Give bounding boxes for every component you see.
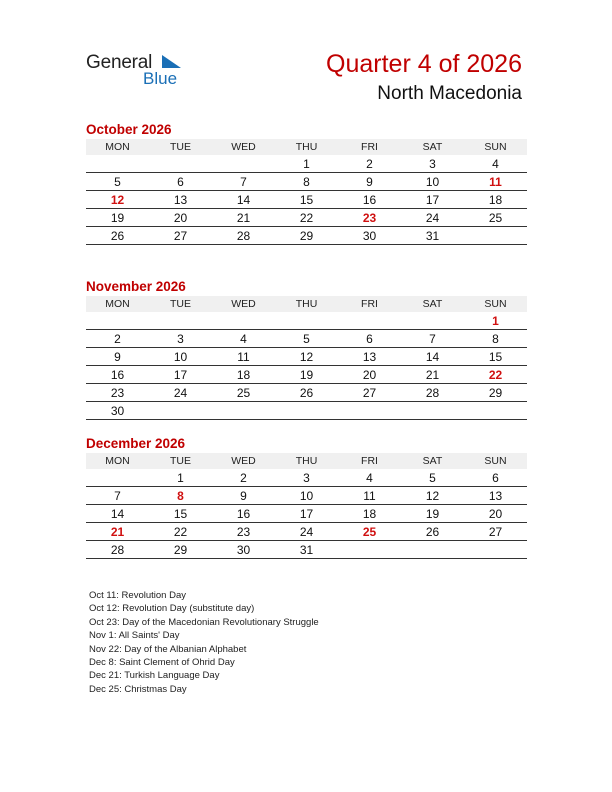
- date-cell: 2: [338, 155, 401, 173]
- weekday-header-row: [86, 296, 527, 312]
- holiday-list-item: Nov 22: Day of the Albanian Alphabet: [89, 643, 247, 655]
- date-cell: 1: [275, 155, 338, 173]
- week-row: [86, 469, 527, 487]
- date-cell: 3: [275, 469, 338, 487]
- date-cell: 8: [275, 173, 338, 191]
- holiday-list-item: Dec 21: Turkish Language Day: [89, 670, 220, 682]
- week-row: [86, 348, 527, 366]
- holiday-list-item: Dec 25: Christmas Day: [89, 683, 187, 695]
- weekday-header: SUN: [464, 139, 527, 155]
- date-cell: 28: [86, 541, 149, 559]
- date-cell: 9: [86, 348, 149, 366]
- holiday-list-item: Dec 8: Saint Clement of Ohrid Day: [89, 657, 235, 669]
- month-title: December 2026: [86, 436, 186, 451]
- date-cell: [149, 155, 212, 173]
- date-cell: 7: [401, 330, 464, 348]
- date-cell: [464, 227, 527, 245]
- weekday-header: MON: [86, 453, 149, 469]
- date-cell: 10: [149, 348, 212, 366]
- date-cell: 21: [212, 209, 275, 227]
- week-row: [86, 191, 527, 209]
- week-row: [86, 330, 527, 348]
- holiday-list-item: Nov 1: All Saints' Day: [89, 630, 180, 642]
- date-cell: 9: [338, 173, 401, 191]
- date-cell: 29: [275, 227, 338, 245]
- date-cell: 23: [86, 384, 149, 402]
- date-cell: 25: [212, 384, 275, 402]
- date-cell: 24: [275, 523, 338, 541]
- calendar-grid: [86, 139, 527, 245]
- weekday-header: FRI: [338, 139, 401, 155]
- page-title: Quarter 4 of 2026: [326, 50, 522, 78]
- date-cell: [338, 312, 401, 330]
- holiday-date-cell: 21: [86, 523, 149, 541]
- date-cell: 30: [86, 402, 149, 420]
- date-cell: 20: [149, 209, 212, 227]
- weekday-header: TUE: [149, 453, 212, 469]
- date-cell: 15: [464, 348, 527, 366]
- date-cell: 5: [86, 173, 149, 191]
- date-cell: [401, 402, 464, 420]
- date-cell: 12: [401, 487, 464, 505]
- weekday-header: THU: [275, 453, 338, 469]
- holiday-date-cell: 23: [338, 209, 401, 227]
- date-cell: 2: [212, 469, 275, 487]
- date-cell: 30: [338, 227, 401, 245]
- date-cell: [86, 469, 149, 487]
- month-december: [86, 435, 527, 559]
- date-cell: 28: [212, 227, 275, 245]
- weekday-header: SAT: [401, 139, 464, 155]
- date-cell: 26: [86, 227, 149, 245]
- date-cell: 12: [275, 348, 338, 366]
- week-row: [86, 402, 527, 420]
- date-cell: [401, 312, 464, 330]
- date-cell: 11: [338, 487, 401, 505]
- date-cell: 10: [401, 173, 464, 191]
- date-cell: 13: [338, 348, 401, 366]
- date-cell: 27: [338, 384, 401, 402]
- date-cell: 24: [149, 384, 212, 402]
- date-cell: 14: [86, 505, 149, 523]
- date-cell: 16: [212, 505, 275, 523]
- date-cell: 22: [149, 523, 212, 541]
- date-cell: [149, 312, 212, 330]
- date-cell: 29: [149, 541, 212, 559]
- weekday-header: THU: [275, 296, 338, 312]
- date-cell: 3: [149, 330, 212, 348]
- week-row: [86, 209, 527, 227]
- holiday-date-cell: 8: [149, 487, 212, 505]
- date-cell: 4: [212, 330, 275, 348]
- weekday-header-row: [86, 453, 527, 469]
- date-cell: 13: [464, 487, 527, 505]
- date-cell: 14: [212, 191, 275, 209]
- country-name: North Macedonia: [377, 83, 522, 104]
- date-cell: [212, 155, 275, 173]
- month-title: October 2026: [86, 122, 172, 137]
- date-cell: 30: [212, 541, 275, 559]
- weekday-header: WED: [212, 453, 275, 469]
- holiday-date-cell: 25: [338, 523, 401, 541]
- date-cell: 4: [464, 155, 527, 173]
- date-cell: 19: [275, 366, 338, 384]
- date-cell: [86, 312, 149, 330]
- logo-flag-icon: [162, 55, 182, 69]
- date-cell: 6: [149, 173, 212, 191]
- date-cell: [212, 402, 275, 420]
- week-row: [86, 384, 527, 402]
- date-cell: 13: [149, 191, 212, 209]
- date-cell: 20: [338, 366, 401, 384]
- date-cell: 10: [275, 487, 338, 505]
- date-cell: [464, 402, 527, 420]
- calendar-grid: [86, 296, 527, 420]
- date-cell: 15: [149, 505, 212, 523]
- date-cell: 6: [338, 330, 401, 348]
- date-cell: [338, 541, 401, 559]
- date-cell: 26: [401, 523, 464, 541]
- date-cell: 8: [464, 330, 527, 348]
- date-cell: 29: [464, 384, 527, 402]
- month-title: November 2026: [86, 279, 186, 294]
- weekday-header: WED: [212, 296, 275, 312]
- weekday-header: TUE: [149, 139, 212, 155]
- date-cell: 26: [275, 384, 338, 402]
- date-cell: [338, 402, 401, 420]
- date-cell: [275, 312, 338, 330]
- month-november: [86, 278, 527, 420]
- date-cell: 7: [212, 173, 275, 191]
- date-cell: 31: [275, 541, 338, 559]
- calendar-grid: [86, 453, 527, 559]
- date-cell: 27: [464, 523, 527, 541]
- date-cell: 18: [338, 505, 401, 523]
- date-cell: 17: [275, 505, 338, 523]
- holiday-list: [89, 589, 319, 696]
- date-cell: 16: [86, 366, 149, 384]
- week-row: [86, 541, 527, 559]
- date-cell: 19: [86, 209, 149, 227]
- date-cell: [401, 541, 464, 559]
- week-row: [86, 312, 527, 330]
- date-cell: 21: [401, 366, 464, 384]
- date-cell: 25: [464, 209, 527, 227]
- date-cell: [275, 402, 338, 420]
- weekday-header: WED: [212, 139, 275, 155]
- logo-word-blue: Blue: [143, 69, 178, 88]
- week-row: [86, 366, 527, 384]
- week-row: [86, 523, 527, 541]
- logo-word-general: General: [86, 52, 153, 73]
- date-cell: 7: [86, 487, 149, 505]
- date-cell: 23: [212, 523, 275, 541]
- date-cell: [149, 402, 212, 420]
- holiday-date-cell: 22: [464, 366, 527, 384]
- weekday-header: SUN: [464, 296, 527, 312]
- date-cell: 3: [401, 155, 464, 173]
- holiday-list-item: Oct 12: Revolution Day (substitute day): [89, 603, 255, 615]
- date-cell: [86, 155, 149, 173]
- date-cell: 20: [464, 505, 527, 523]
- date-cell: 18: [464, 191, 527, 209]
- week-row: [86, 505, 527, 523]
- holiday-date-cell: 12: [86, 191, 149, 209]
- weekday-header: SAT: [401, 296, 464, 312]
- date-cell: 5: [275, 330, 338, 348]
- date-cell: 19: [401, 505, 464, 523]
- holiday-list-item: Oct 11: Revolution Day: [89, 590, 186, 601]
- holiday-date-cell: 11: [464, 173, 527, 191]
- weekday-header: MON: [86, 139, 149, 155]
- weekday-header: MON: [86, 296, 149, 312]
- weekday-header: THU: [275, 139, 338, 155]
- date-cell: 18: [212, 366, 275, 384]
- date-cell: 1: [149, 469, 212, 487]
- date-cell: 14: [401, 348, 464, 366]
- date-cell: 17: [401, 191, 464, 209]
- weekday-header-row: [86, 139, 527, 155]
- date-cell: 31: [401, 227, 464, 245]
- date-cell: 6: [464, 469, 527, 487]
- date-cell: 27: [149, 227, 212, 245]
- holiday-list-item: Oct 23: Day of the Macedonian Revolutionary Struggle: [89, 616, 319, 628]
- month-october: [86, 121, 527, 245]
- date-cell: 16: [338, 191, 401, 209]
- date-cell: [464, 541, 527, 559]
- date-cell: 2: [86, 330, 149, 348]
- week-row: [86, 155, 527, 173]
- date-cell: 15: [275, 191, 338, 209]
- holiday-date-cell: 1: [464, 312, 527, 330]
- weekday-header: SAT: [401, 453, 464, 469]
- date-cell: 28: [401, 384, 464, 402]
- date-cell: 9: [212, 487, 275, 505]
- date-cell: 4: [338, 469, 401, 487]
- date-cell: [212, 312, 275, 330]
- date-cell: 17: [149, 366, 212, 384]
- weekday-header: SUN: [464, 453, 527, 469]
- week-row: [86, 173, 527, 191]
- week-row: [86, 227, 527, 245]
- weekday-header: TUE: [149, 296, 212, 312]
- date-cell: 22: [275, 209, 338, 227]
- date-cell: 24: [401, 209, 464, 227]
- generalblue-logo: [86, 52, 196, 92]
- week-row: [86, 487, 527, 505]
- weekday-header: FRI: [338, 296, 401, 312]
- date-cell: 11: [212, 348, 275, 366]
- date-cell: 5: [401, 469, 464, 487]
- weekday-header: FRI: [338, 453, 401, 469]
